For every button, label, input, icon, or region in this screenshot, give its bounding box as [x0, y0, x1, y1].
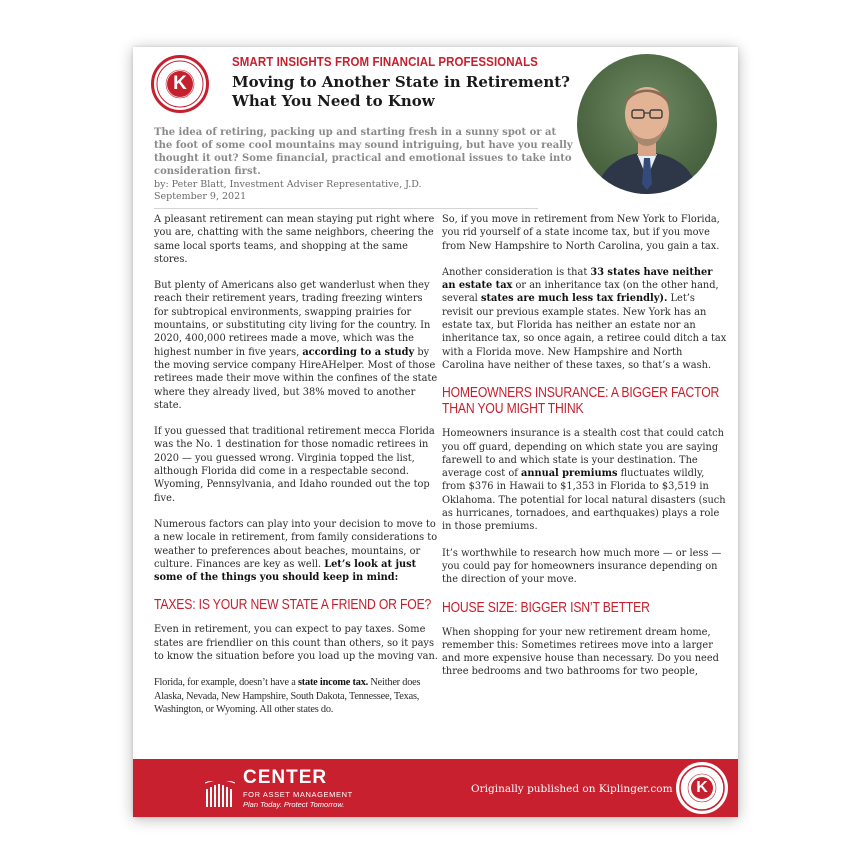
section-heading-taxes: TAXES: IS YOUR NEW STATE A FRIEND OR FOE? — [154, 597, 432, 614]
paragraph: If you guessed that traditional retirement mecca Florida was the No. 1 destination for those nomadic retirees in 2020 — you guessed wrong. Virginia topped the list, although Florida did come in a respectable second. Wyoming, Pennsylvania, and Idaho rounded out the top five. — [154, 426, 435, 504]
paragraph: So, if you move in retirement from New York to Florida, you rid yourself of a state income tax, but if you move from New Hampshire to North Carolina, you gain a tax. — [442, 214, 720, 252]
center-logo-icon — [205, 781, 235, 807]
tax-friendly-link[interactable]: states are much less tax friendly). — [480, 293, 668, 305]
paragraph: Florida, for example, doesn’t have a state income tax. Neither does Alaska, Nevada, New Hampshire, South Dakota, Tennessee, Texas, Washington, or Wyoming. All other states do. — [154, 677, 421, 715]
footer-bar — [133, 759, 738, 817]
publish-date: September 9, 2021 — [154, 191, 247, 202]
article-title — [232, 73, 592, 111]
left-column — [154, 213, 439, 729]
paragraph: Another consideration is that 33 states have neither an estate tax or an inheritance tax (on the other hand, several states are much less tax friendly). Let’s revisit our previous example states. New York has an estate tax, but Florida has neither an estate nor an inheritance tax, so once again, a retiree could ditch a tax with a Florida move. New Hampshire and North Carolina have neither of these taxes, so that’s a wash. — [442, 266, 727, 371]
estate-tax-link[interactable]: 33 states have neither an estate tax — [442, 266, 713, 292]
section-heading-insurance: HOMEOWNERS INSURANCE: A BIGGER FACTOR THAN YOU MIGHT THINK — [442, 385, 720, 418]
paragraph: It’s worthwhile to research how much more — or less — you could pay for homeowners insurance depending on the direction of your move. — [442, 547, 722, 586]
article-deck: The idea of retiring, packing up and starting fresh in a sunny spot or at the foot of some cool mountains may sound intriguing, but have you really thought it out? Some financial, practical and emotional issues to take into consideration first. — [154, 127, 573, 177]
study-link[interactable]: according to a study — [302, 346, 415, 358]
state-income-tax-link[interactable]: state income tax. — [297, 677, 369, 689]
paragraph: A pleasant retirement can mean staying put right where you are, chatting with the same neighbors, cheering the same local sports teams, and shopping at the same stores. — [154, 214, 435, 265]
paragraph: Homeowners insurance is a stealth cost that could catch you off guard, depending on which state you are saying farewell to and which state is your destination. The average cost of annual premiums fluctuates wildly, from $376 in Hawaii to $1,353 in Florida to $3,519 in Oklahoma. The potential for local natural disasters (such as hurricanes, tornadoes, and earthquakes) plays a role in those premiums. — [442, 428, 726, 533]
title-line-1: Moving to Another State in Retirement? — [232, 73, 570, 91]
paragraph: When shopping for your new retirement dream home, remember this: Sometimes retirees move into a larger and more expensive house than necessary. Do you need three bedrooms and two bathrooms for two people, — [442, 626, 719, 678]
author-portrait-icon — [577, 54, 717, 194]
footer-badge-letter: K — [691, 777, 713, 799]
annual-premiums-link[interactable]: annual premiums — [520, 468, 618, 480]
article-page — [133, 47, 738, 817]
paragraph: Numerous factors can play into your decision to move to a new locale in retirement, from family considerations to weather to preferences about beaches, mountains, or culture. Finances are key as well. Let’s look at just some of the things you should keep in mind: — [154, 518, 438, 584]
badge-letter: K — [167, 71, 193, 97]
company-logo-subtitle: FOR ASSET MANAGEMENT — [243, 790, 353, 799]
section-heading-house-size: HOUSE SIZE: BIGGER ISN’T BETTER — [442, 599, 650, 616]
kiplinger-footer-badge — [676, 762, 728, 814]
paragraph: But plenty of Americans also get wanderlust when they reach their retirement years, trading freezing winters for subtropical environments, swapping prairies for mountains, or substituting city living for the country. In 2020, 400,000 retirees made a move, which was the highest number in five years, according to a study by the moving service company HireAHelper. Most of those retirees made their move within the confines of the state where they already lived, but 38% moved to another state. — [154, 280, 438, 411]
header-divider — [154, 208, 538, 209]
author-photo — [577, 54, 717, 194]
kiplinger-contributor-badge — [151, 55, 209, 113]
original-publication-note: Originally published on Kiplinger.com — [471, 783, 673, 795]
right-column — [442, 213, 727, 692]
company-tagline: Plan Today. Protect Tomorrow. — [243, 800, 345, 809]
paragraph: Even in retirement, you can expect to pay taxes. Some states are friendlier on this count than others, so it pays to know the situation before you load up the moving van. — [154, 624, 438, 663]
section-kicker: SMART INSIGHTS FROM FINANCIAL PROFESSIONALS — [232, 55, 538, 69]
company-logo-name: CENTER — [243, 767, 328, 788]
title-line-2: What You Need to Know — [232, 92, 435, 110]
byline: by: Peter Blatt, Investment Adviser Representative, J.D. — [154, 179, 422, 190]
